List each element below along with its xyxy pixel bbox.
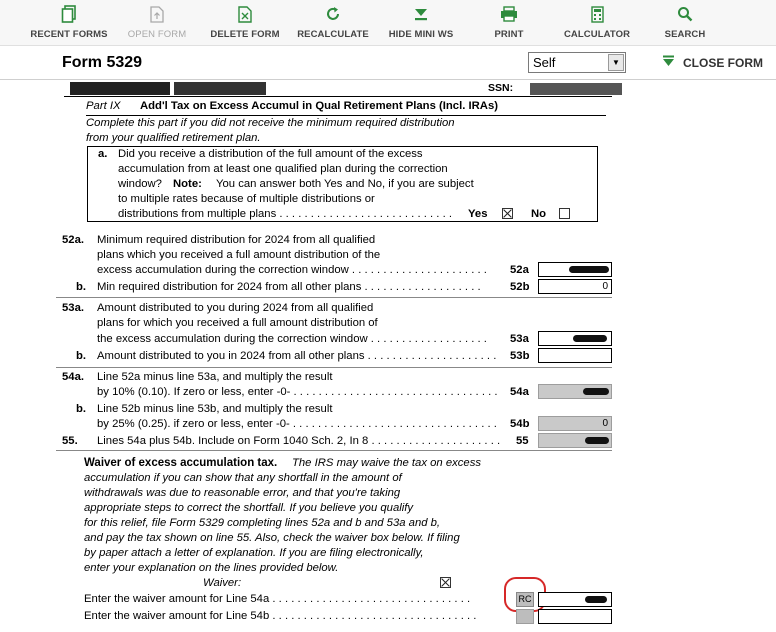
line-text: by 25% (0.25). if zero or less, enter -0- . . . . . . . . . . . . . . . . . . . . . . . . . . . . . . . . . [97,418,497,430]
redacted-name-2 [174,82,266,95]
amount-field-55 [538,433,612,448]
line-text: Amount distributed to you during 2024 from all qualified [97,302,374,314]
line-ref: 52a [510,264,529,276]
copy-select[interactable] [528,52,626,73]
line-number: b. [76,403,87,415]
recalculate-icon [323,4,343,24]
divider [56,297,612,298]
redacted-ssn [530,83,622,95]
waiver-amount-label-54b: Enter the waiver amount for Line 54b . . . . . . . . . . . . . . . . . . . . . . . . . . . . . . . . . [84,610,477,622]
line-text: by 10% (0.10). If zero or less, enter -0- . . . . . . . . . . . . . . . . . . . . . . . . . . . . . . . . . [97,386,498,398]
line-text: plans for which you received a full amount distribution of [97,317,378,329]
no-checkbox[interactable] [559,208,570,219]
question-text: accumulation from at least one qualified plan during the correction [118,163,448,175]
line-text: excess accumulation during the correction window . . . . . . . . . . . . . . . . . . . . . . [97,264,487,276]
recent-forms-icon [59,4,79,24]
question-text: Did you receive a distribution of the full amount of the excess [118,148,423,160]
hide-mini-ws-label: HIDE MINI WS [388,29,454,40]
redacted-amount [585,437,609,444]
ssn-label: SSN: [488,82,514,94]
amount-field-52b[interactable]: 0 [538,279,612,294]
open-form-button[interactable] [124,4,190,44]
line-text: Min required distribution for 2024 from all other plans . . . . . . . . . . . . . . . . . . . [97,281,481,293]
part-number: Part IX [86,100,121,112]
close-form-icon [662,55,675,70]
line-ref: 55 [516,435,529,447]
line-ref: 53b [510,350,530,362]
part-title: Add'l Tax on Excess Accumul in Qual Retirement Plans (Incl. IRAs) [140,100,498,112]
hide-mini-ws-button[interactable] [384,4,458,44]
redacted-amount [583,388,609,395]
close-form-label: CLOSE FORM [683,55,763,70]
delete-form-icon [235,4,255,24]
rc-tag[interactable]: RC [516,592,534,607]
question-text: window? [118,178,162,190]
delete-form-button[interactable] [210,4,280,44]
divider [86,115,606,116]
search-label: SEARCH [664,29,706,40]
line-text: plans which you received a full amount distribution of the [97,249,381,261]
redacted-amount [573,335,607,342]
divider [64,96,612,97]
close-form-button[interactable] [662,55,763,70]
yes-label: Yes [468,208,488,220]
calculator-icon [587,4,607,24]
line-text: Line 52a minus line 53a, and multiply the result [97,371,333,383]
delete-form-label: DELETE FORM [210,29,280,40]
redacted-amount [585,596,607,603]
waiver-heading: Waiver of excess accumulation tax. [84,457,278,469]
question-note: Note: [173,178,202,190]
line-text: Lines 54a plus 54b. Include on Form 1040 Sch. 2, In 8 . . . . . . . . . . . . . . . . . . . . . [97,435,501,447]
recent-forms-button[interactable] [30,4,108,44]
search-icon [675,4,695,24]
hide-mini-ws-icon [411,4,431,24]
yes-checkbox[interactable] [502,208,513,219]
waiver-label: Waiver: [203,577,242,589]
line-text: Minimum required distribution for 2024 from all qualified [97,234,376,246]
redacted-name [70,82,170,95]
rc-tag-54b [516,609,534,624]
form-header [0,46,776,80]
waiver-text: accumulation if you can show that any shortfall in the amount of [84,472,402,484]
line-number: 54a. [62,371,84,383]
waiver-checkbox[interactable] [440,577,451,588]
copy-select-value: Self [533,55,556,70]
amount-field-52a[interactable] [538,262,612,277]
line-number: 53a. [62,302,84,314]
line-ref: 54a [510,386,529,398]
no-label: No [531,208,547,220]
line-number: b. [76,350,87,362]
intro-line: Complete this part if you did not receive the minimum required distribution [86,117,455,129]
divider [56,367,612,368]
print-icon [499,4,519,24]
form-body [0,80,776,632]
recent-forms-label: RECENT FORMS [30,29,108,40]
waiver-text: withdrawals was due to reasonable error, and that you're taking [84,487,401,499]
line-text: the excess accumulation during the correction window . . . . . . . . . . . . . . . . . . . [97,333,487,345]
amount-field-53a[interactable] [538,331,612,346]
toolbar [0,0,776,46]
search-button[interactable] [663,4,707,44]
waiver-text: by paper attach a letter of explanation. If you are filing electronically, [84,547,424,559]
waiver-amount-field-54b[interactable] [538,609,612,624]
line-number: b. [76,281,87,293]
form-title: Form 5329 [62,54,143,71]
waiver-text: appropriate steps to correct the shortfall. If you believe you qualify [84,502,414,514]
open-form-icon [147,4,167,24]
recalculate-button[interactable] [298,4,368,44]
calculator-button[interactable] [563,4,631,44]
waiver-amount-label-54a: Enter the waiver amount for Line 54a . . . . . . . . . . . . . . . . . . . . . . . . . . . . . . . . [84,593,471,605]
amount-field-53b[interactable] [538,348,612,363]
open-form-label: OPEN FORM [127,29,187,40]
waiver-text: and pay the tax shown on line 55. Also, check the waiver box below. If filing [84,532,460,544]
print-button[interactable] [486,4,532,44]
line-number: 52a. [62,234,84,246]
question-text: You can answer both Yes and No, if you are subject [216,178,474,190]
waiver-text: The IRS may waive the tax on excess [292,457,481,469]
line-number: 55. [62,435,78,447]
waiver-text: enter your explanation on the lines provided below. [84,562,339,574]
intro-line: from your qualified retirement plan. [86,132,261,144]
redacted-amount [569,266,609,273]
recalculate-label: RECALCULATE [297,29,369,40]
chevron-down-icon[interactable]: ▼ [608,54,624,71]
question-text: distributions from multiple plans . . . . . . . . . . . . . . . . . . . . . . . . . . . . [118,208,452,220]
question-letter: a. [98,148,108,160]
amount-field-54b: 0 [538,416,612,431]
line-ref: 52b [510,281,530,293]
line-ref: 54b [510,418,530,430]
calculator-label: CALCULATOR [563,29,631,40]
waiver-amount-field-54a[interactable] [538,592,612,607]
print-label: PRINT [494,29,524,40]
waiver-text: for this relief, file Form 5329 completing lines 52a and b and 53a and b, [84,517,441,529]
question-text: to multiple rates because of multiple distributions or [118,193,375,205]
line-text: Amount distributed to you in 2024 from all other plans . . . . . . . . . . . . . . . . . . . . . [97,350,497,362]
divider [56,450,612,451]
line-text: Line 52b minus line 53b, and multiply the result [97,403,333,415]
line-ref: 53a [510,333,529,345]
amount-field-54a [538,384,612,399]
